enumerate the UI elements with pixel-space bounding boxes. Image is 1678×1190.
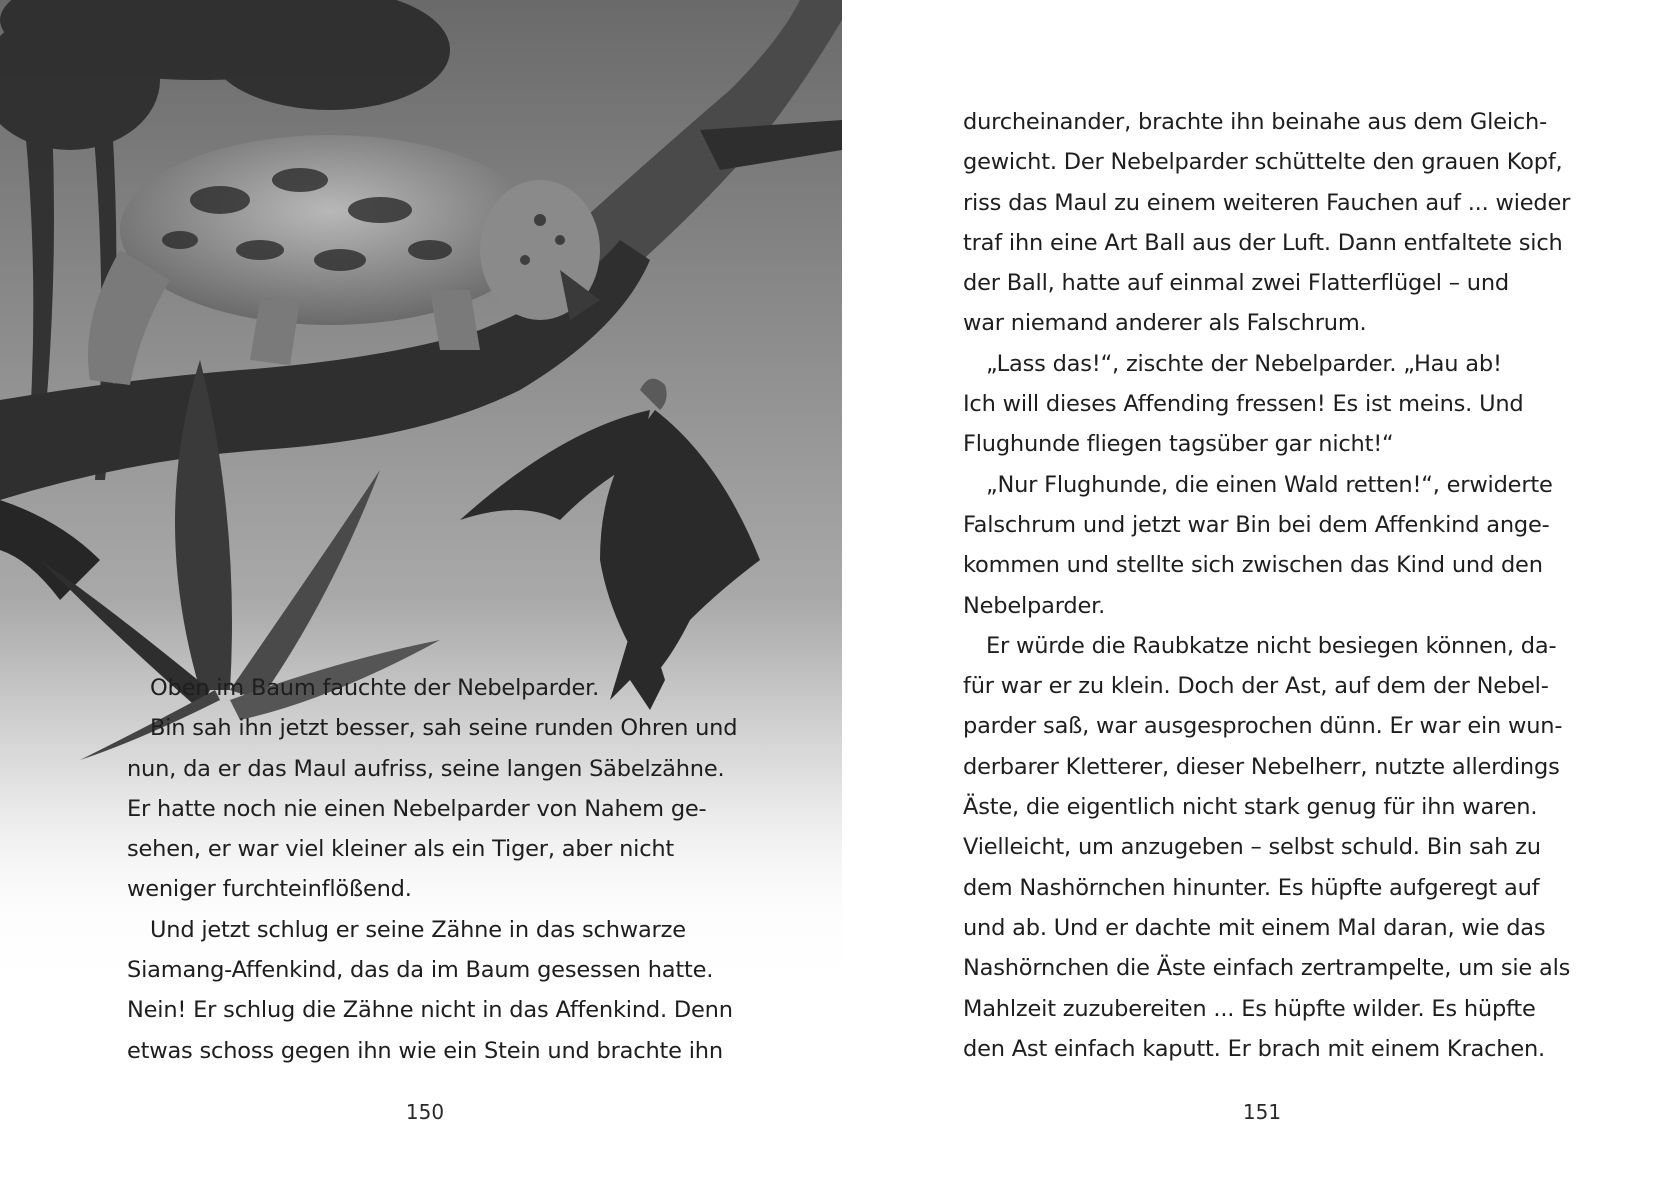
text-line: parder saß, war ausgesprochen dünn. Er war ein wun- xyxy=(963,713,1563,740)
page-number-right: 151 xyxy=(1242,1100,1282,1124)
text-line: „Lass das!“, zischte der Nebelparder. „Hau ab! xyxy=(986,350,1502,377)
text-line: Nebelparder. xyxy=(963,592,1106,619)
text-line: Siamang-Affenkind, das da im Baum gesessen hatte. xyxy=(127,957,714,984)
text-line: Äste, die eigentlich nicht stark genug für ihn waren. xyxy=(963,794,1538,821)
right-page-body xyxy=(963,102,1571,1069)
text-line: Nein! Er schlug die Zähne nicht in das Affenkind. Denn xyxy=(127,997,733,1024)
text-line: „Nur Flughunde, die einen Wald retten!“, erwiderte xyxy=(986,471,1553,498)
text-line: riss das Maul zu einem weiteren Fauchen auf ... wieder xyxy=(963,189,1571,216)
text-line: sehen, er war viel kleiner als ein Tiger, aber nicht xyxy=(127,836,675,863)
text-line: weniger furchteinflößend. xyxy=(127,876,412,903)
page-number-left: 150 xyxy=(405,1100,445,1124)
text-line: Falschrum und jetzt war Bin bei dem Affenkind ange- xyxy=(963,511,1550,538)
text-line: Flughunde fliegen tagsüber gar nicht!“ xyxy=(963,431,1394,458)
text-line: und ab. Und er dachte mit einem Mal daran, wie das xyxy=(963,914,1546,941)
text-line: nun, da er das Maul aufriss, seine langen Säbelzähne. xyxy=(127,755,725,782)
text-line: war niemand anderer als Falschrum. xyxy=(963,310,1367,337)
text-line: derbarer Kletterer, dieser Nebelherr, nutzte allerdings xyxy=(963,753,1560,780)
text-line: gewicht. Der Nebelparder schüttelte den grauen Kopf, xyxy=(963,149,1563,176)
text-line: für war er zu klein. Doch der Ast, auf dem der Nebel- xyxy=(963,673,1549,700)
text-line: kommen und stellte sich zwischen das Kind und den xyxy=(963,552,1543,579)
text-line: traf ihn eine Art Ball aus der Luft. Dann entfaltete sich xyxy=(963,229,1563,256)
text-line: etwas schoss gegen ihn wie ein Stein und brachte ihn xyxy=(127,1037,723,1064)
text-line: Vielleicht, um anzugeben – selbst schuld. Bin sah zu xyxy=(963,834,1541,861)
text-line: Er hatte noch nie einen Nebelparder von Nahem ge- xyxy=(127,795,707,822)
text-line: durcheinander, brachte ihn beinahe aus dem Gleich- xyxy=(963,109,1548,135)
text-line: Oben im Baum fauchte der Nebelparder. xyxy=(150,675,600,701)
text-line: den Ast einfach kaputt. Er brach mit einem Krachen. xyxy=(963,1035,1545,1062)
text-line: Bin sah ihn jetzt besser, sah seine runden Ohren und xyxy=(150,715,738,742)
text-line: der Ball, hatte auf einmal zwei Flatterflügel – und xyxy=(963,270,1509,297)
text-line: Und jetzt schlug er seine Zähne in das schwarze xyxy=(150,916,686,943)
text-line: dem Nashörnchen hinunter. Es hüpfte aufgeregt auf xyxy=(963,874,1540,901)
text-line: Mahlzeit zuzubereiten ... Es hüpfte wilder. Es hüpfte xyxy=(963,995,1536,1022)
text-line: Ich will dieses Affending fressen! Es ist meins. Und xyxy=(963,391,1524,418)
text-line: Er würde die Raubkatze nicht besiegen können, da- xyxy=(986,632,1557,659)
text-line: Nashörnchen die Äste einfach zertrampelte, um sie als xyxy=(963,955,1571,982)
left-page-body xyxy=(127,668,738,1071)
